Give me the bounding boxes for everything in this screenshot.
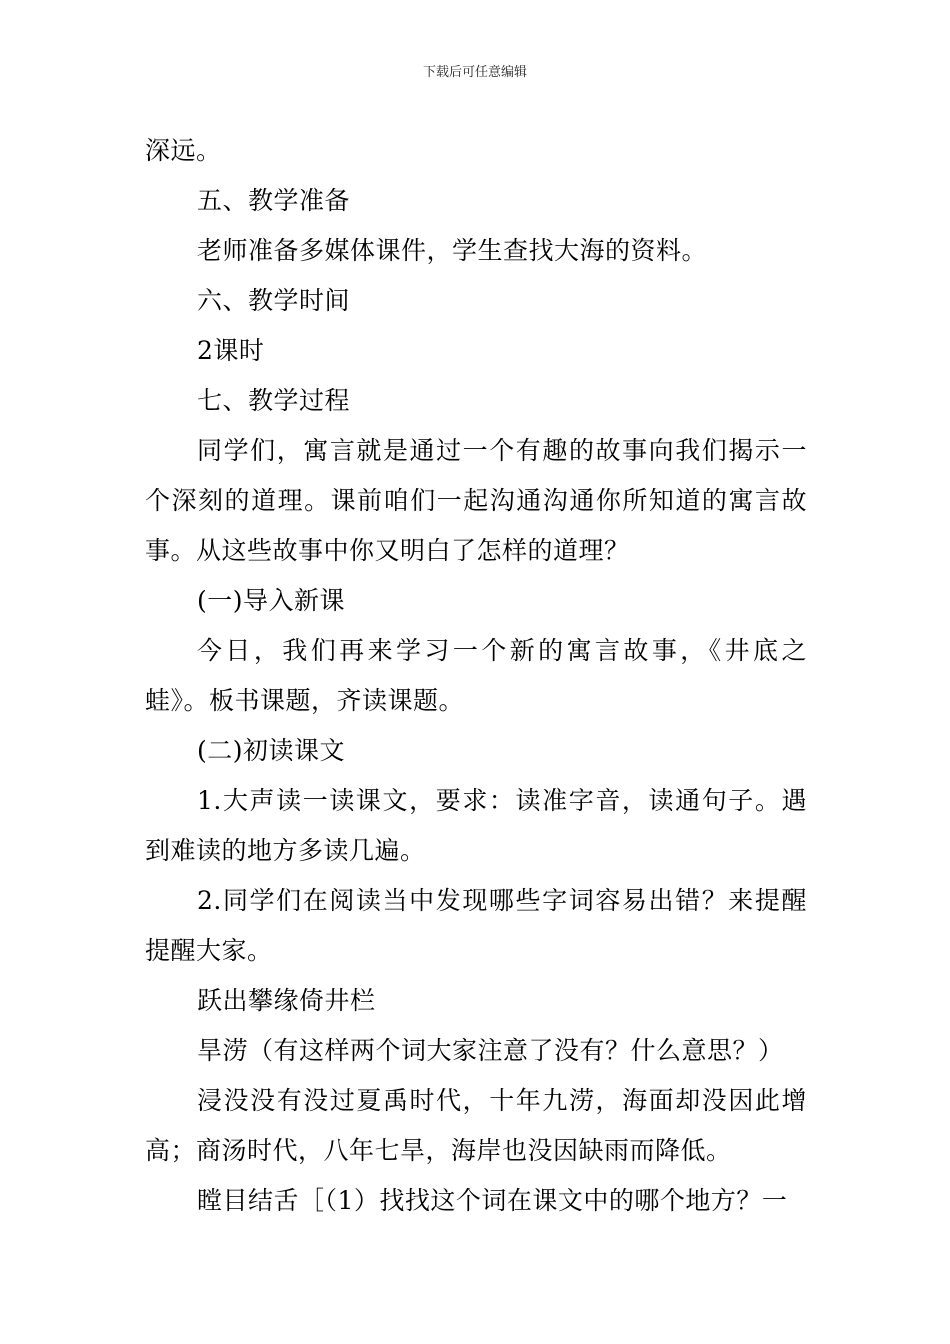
paragraph-step-1: 1.大声读一读课文，要求：读准字音，读通句子。遇到难读的地方多读几遍。 <box>145 786 807 865</box>
section-heading-preparation: 五、教学准备 <box>197 186 351 215</box>
paragraph-time: 2课时 <box>197 336 265 365</box>
page-header: 下载后可任意编辑 <box>422 65 527 80</box>
paragraph-preparation: 老师准备多媒体课件，学生查找大海的资料。 <box>197 236 708 265</box>
document-body <box>145 126 807 1226</box>
paragraph-continuation: 深远。 <box>145 136 222 165</box>
paragraph-intro: 同学们，寓言就是通过一个有趣的故事向我们揭示一个深刻的道理。课前咱们一起沟通沟通你所知道的寓言故事。从这些故事中你又明白了怎样的道理？ <box>145 436 807 565</box>
subsection-heading-new-lesson: (一)导入新课 <box>197 586 346 615</box>
paragraph-step-2: 2.同学们在阅读当中发现哪些字词容易出错？来提醒提醒大家。 <box>145 886 807 965</box>
paragraph-new-lesson: 今日，我们再来学习一个新的寓言故事，《井底之蛙》。板书课题，齐读课题。 <box>145 636 807 715</box>
subsection-heading-first-reading: (二)初读课文 <box>197 736 346 765</box>
section-heading-time: 六、教学时间 <box>197 286 351 315</box>
paragraph-vocab-3: 浸没没有没过夏禹时代，十年九涝，海面却没因此增高；商汤时代，八年七旱，海岸也没因缺雨而降低。 <box>145 1086 807 1165</box>
section-heading-process: 七、教学过程 <box>197 386 351 415</box>
paragraph-vocab-2: 旱涝（有这样两个词大家注意了没有？什么意思？） <box>197 1036 784 1065</box>
paragraph-vocab-4: 瞠目结舌［（1）找找这个词在课文中的哪个地方？一 <box>197 1186 788 1215</box>
paragraph-vocab-1: 跃出攀缘倚井栏 <box>197 986 376 1015</box>
